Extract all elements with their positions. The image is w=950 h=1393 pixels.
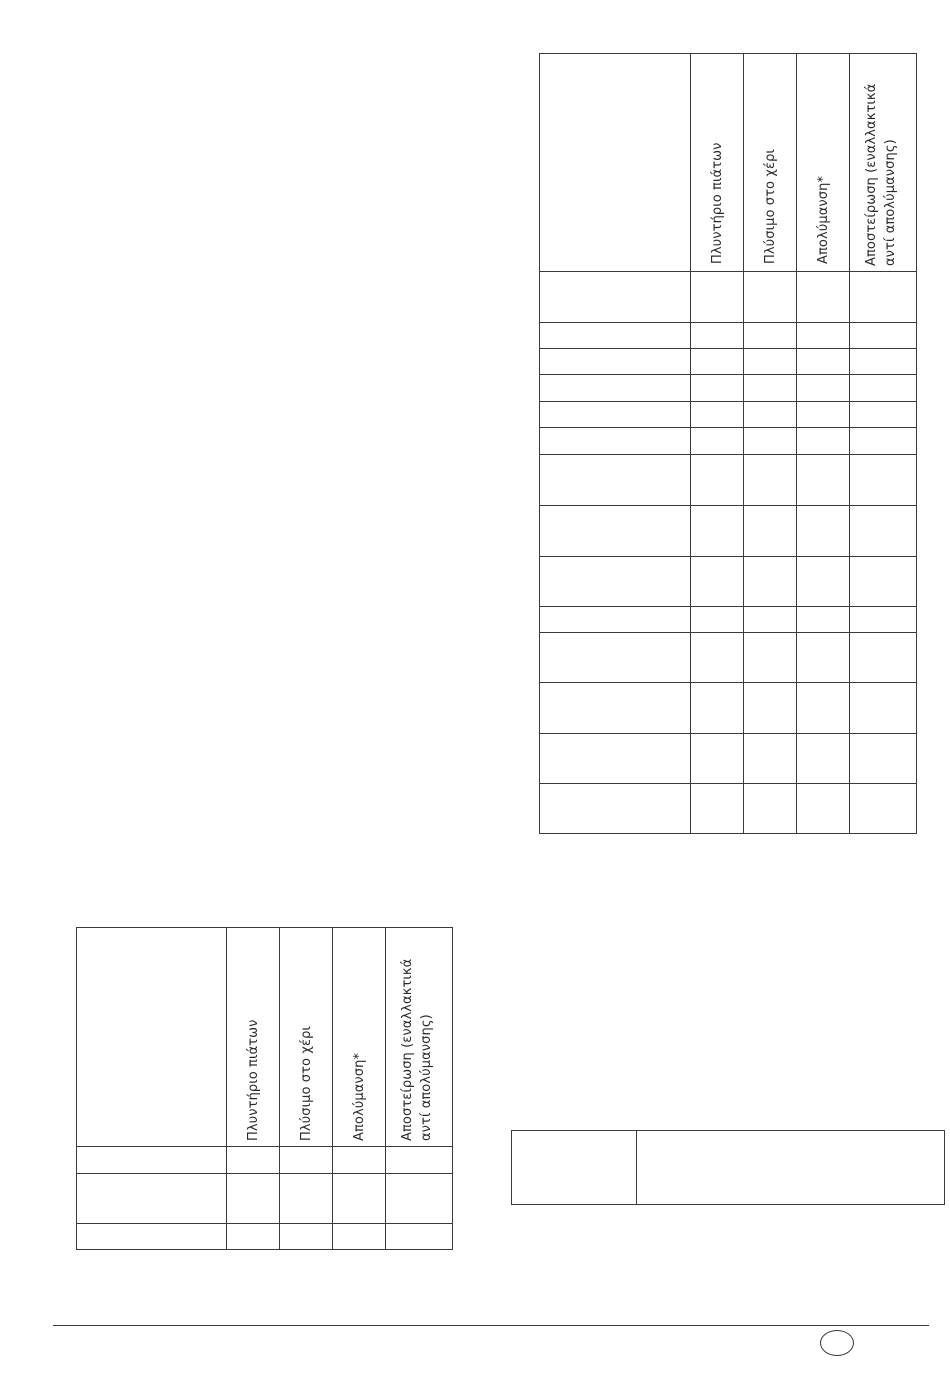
column-divider: [796, 54, 797, 833]
column-divider: [332, 928, 333, 1249]
column-divider: [385, 928, 386, 1249]
header-sterilization-line1: Αποστείρωση (εναλλακτικά: [400, 958, 415, 1141]
row-divider: [540, 783, 916, 784]
language-badge-circle: [820, 1330, 854, 1356]
note-box: [511, 1130, 945, 1205]
header-row-divider: [77, 1146, 452, 1147]
header-disinfection: Απολύμανση*: [352, 1052, 367, 1141]
note-box-divider: [636, 1131, 637, 1204]
row-divider: [77, 1223, 452, 1224]
cleaning-table-bottom: [76, 927, 453, 1250]
header-hand-wash: Πλύσιμο στο χέρι: [763, 149, 778, 264]
column-divider: [690, 54, 691, 833]
column-divider: [849, 54, 850, 833]
header-sterilization-line1: Αποστείρωση (εναλλακτικά: [864, 83, 879, 266]
row-divider: [540, 348, 916, 349]
header-sterilization: [398, 959, 436, 1141]
row-divider: [77, 1173, 452, 1174]
column-divider: [226, 928, 227, 1249]
row-divider: [540, 632, 916, 633]
header-row-divider: [540, 271, 916, 272]
row-divider: [540, 505, 916, 506]
header-sterilization: [862, 84, 900, 266]
column-divider: [743, 54, 744, 833]
row-divider: [540, 606, 916, 607]
row-divider: [540, 322, 916, 323]
row-divider: [540, 454, 916, 455]
row-divider: [540, 374, 916, 375]
row-divider: [540, 427, 916, 428]
row-divider: [540, 682, 916, 683]
column-divider: [279, 928, 280, 1249]
header-sterilization-line2: αντί απολύμανσης): [419, 1014, 434, 1141]
header-hand-wash: Πλύσιμο στο χέρι: [299, 1026, 314, 1141]
cleaning-table-top: [539, 53, 917, 834]
header-disinfection: Απολύμανση*: [816, 175, 831, 264]
header-dishwasher: Πλυντήριο πιάτων: [246, 1019, 261, 1141]
header-sterilization-line2: αντί απολύμανσης): [883, 139, 898, 266]
row-divider: [540, 733, 916, 734]
footer-rule: [53, 1325, 929, 1326]
row-divider: [540, 556, 916, 557]
header-dishwasher: Πλυντήριο πιάτων: [710, 142, 725, 264]
row-divider: [540, 401, 916, 402]
